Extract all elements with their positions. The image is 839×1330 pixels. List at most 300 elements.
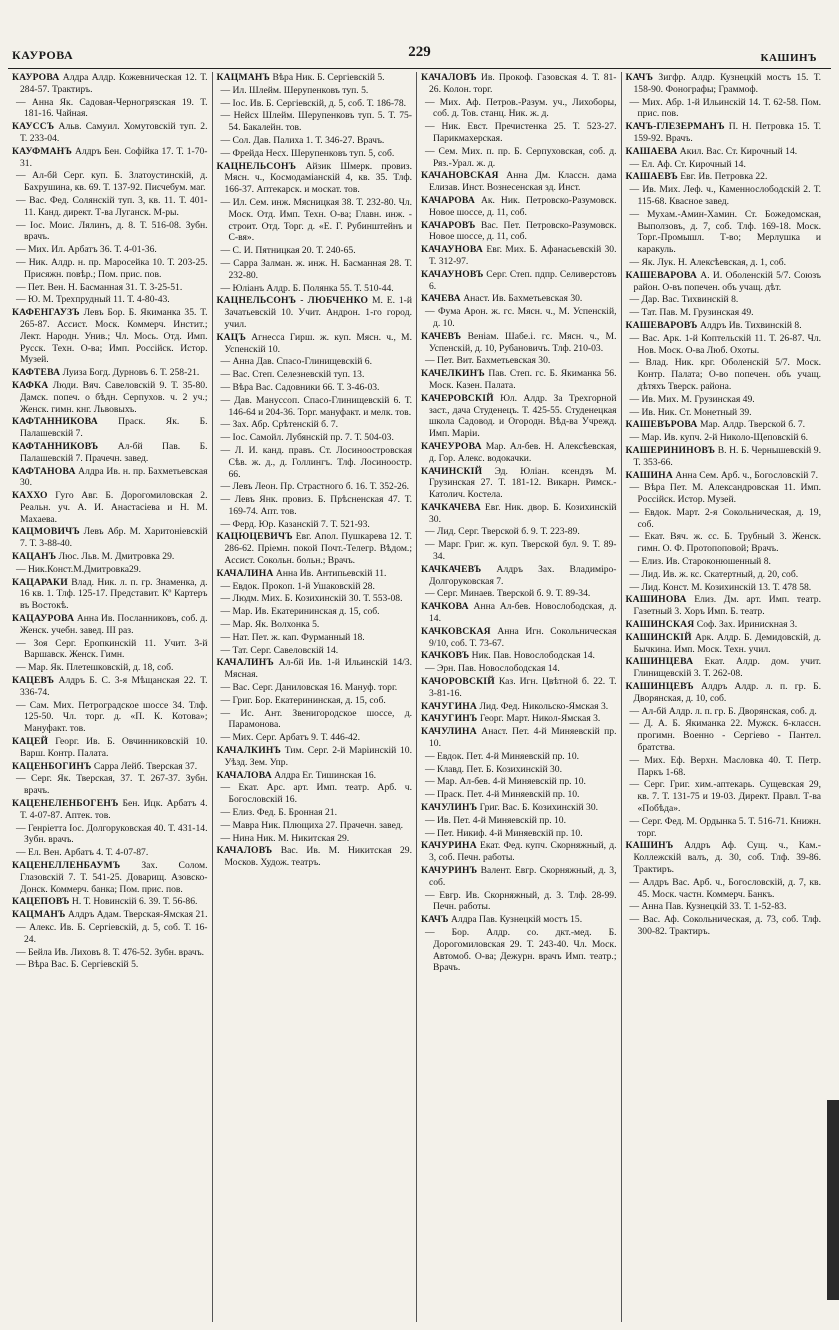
entry-details: — Левъ Леон. Пр. Страстного б. 16. Т. 352-26. [220, 481, 410, 493]
entry-details: — Пет. Никиф. 4-й Миняевскій пр. 10. [425, 827, 583, 839]
entry-surname: КАЦЕПОВЪ [12, 896, 70, 908]
directory-entry [626, 718, 822, 753]
entry-details: — С. И. Пятницкая 20. Т. 240-65. [220, 245, 356, 257]
entry-details: Алдръ Зах. Владиміро-Долгоруковская 7. [429, 563, 617, 587]
entry-details: Ник. Пав. Новослободская 14. [469, 650, 595, 662]
directory-entry [217, 419, 413, 431]
entry-surname: КАЧЪ [421, 914, 449, 926]
directory-entry [421, 588, 617, 600]
entry-details: — Эрн. Пав. Новослободская 14. [425, 663, 560, 675]
directory-entry [12, 577, 208, 612]
directory-entry [217, 258, 413, 282]
entry-details: — Дав. Мануссоп. Спасо-Глинищевскій 6. Т. 146-64 и 204-36. Торг. мануфакт. и мелк. тов. [220, 394, 412, 418]
directory-entry [626, 171, 822, 183]
entry-surname: КАЧАУНОВЪ [421, 268, 484, 280]
entry-details: Анна Сем. Арб. ч., Богословскій 7. [672, 469, 818, 481]
directory-entry [421, 726, 617, 750]
entry-details: Левъ Абр. М. Харитоніевскій 7. Т. 3-88-40. [20, 526, 208, 550]
directory-entry [12, 72, 208, 96]
directory-entry [12, 847, 208, 859]
directory-entry [421, 764, 617, 776]
entry-details: Айзик Шмерк. провиз. Мясн. ч., Космодаміанскій 4, кв. 35. Тлф. 166-37. Аптекарск. и москат. тов. [224, 160, 412, 196]
directory-entry [626, 840, 822, 875]
entry-details: В. Н. Б. Чернышевскій 9. Т. 353-66. [633, 444, 821, 468]
directory-entry [12, 773, 208, 797]
entry-details: — Мавра Ник. Плющиха 27. Прачечн. завед. [220, 819, 404, 831]
entry-surname: КАЦЪ [216, 331, 246, 343]
entry-details: Серг. Степ. пдпр. Селиверстовъ 6. [429, 268, 617, 292]
entry-details: — Анна Дав. Спасо-Глинищевскій 6. [220, 356, 372, 368]
entry-details: — Бейла Ив. Лиховъ 8. Т. 476-52. Зубн. врачъ. [16, 946, 205, 958]
entry-surname: КАФТЕВА [12, 367, 61, 379]
entry-details: — Вас. Степ. Селезневскій туп. 13. [220, 369, 365, 381]
entry-details: Евг. Ник. двор. Б. Козихинскій 30. [429, 501, 617, 525]
entry-details: — Вас. Фед. Солянскій туп. 3, кв. 11. Т. 401-11. Канд. директ. Т-ва Луганск. М-ры. [16, 194, 208, 218]
entry-details: — Л. И. канд. правъ. Ст. Лосиноостровская Сѣв. ж. д., д. Голлингъ. Тлф. Лосиноостр. 66. [220, 444, 412, 480]
entry-surname: КАЧАЛКИНЪ [216, 745, 282, 757]
entry-details: — Серг. Як. Тверская, 37. Т. 267-37. Зубн. врачъ. [16, 773, 208, 797]
directory-entry [12, 220, 208, 244]
directory-entry [12, 195, 208, 219]
entry-details: Ал-бй Пав. Б. Палашевскій 7. Прачечн. завед. [20, 440, 208, 464]
directory-entry [421, 840, 617, 864]
directory-entry [626, 779, 822, 814]
directory-entry [217, 110, 413, 134]
entry-surname: КАЧУРИНА [421, 840, 477, 852]
directory-entry [421, 676, 617, 700]
entry-details: — Ник.Конст.М.Дмитровка29. [16, 563, 141, 575]
entry-details: Н. Т. Новинскій 6. 39. Т. 56-86. [69, 896, 198, 908]
column-3 [417, 72, 622, 1322]
directory-entry [12, 416, 208, 440]
directory-entry [12, 798, 208, 822]
entry-surname: КАШАЕВЪ [625, 171, 678, 183]
directory-entry [626, 706, 822, 718]
directory-entry [421, 97, 617, 121]
entry-surname: КАШИНСКАЯ [625, 619, 695, 631]
entry-details: Каз. Игн. Цвѣтной б. 22. Т. 3-81-16. [429, 676, 617, 699]
directory-entry [217, 782, 413, 806]
directory-entry [12, 909, 208, 921]
entry-details: — Елиз. Ив. Староконюшенный 8. [629, 556, 771, 568]
entry-surname: КАЧЕЛКИНЪ [421, 368, 485, 380]
directory-entry [626, 632, 822, 656]
entry-details: — Вѣра Вас. Садовники 66. Т. 3-46-03. [220, 381, 380, 393]
entry-details: — Лид. Серг. Тверской б. 9. Т. 223-89. [425, 526, 580, 538]
directory-entry [421, 802, 617, 814]
entry-details: Анна Дм. Классн. дама Елизав. Инст. Вознесенская зд. Инст. [429, 170, 617, 194]
entry-surname: КАЦЕНБОГИНЪ [12, 760, 92, 772]
directory-entry [421, 526, 617, 538]
directory-entry [217, 245, 413, 257]
entry-details: — Ил. Шлейм. Шерупенковъ туп. 5. [220, 84, 369, 96]
entry-surname: КАУССЪ [12, 121, 55, 133]
entry-surname: КАЧКОВА [421, 601, 469, 613]
header-right-surname: КАШИНЪ [760, 52, 817, 64]
entry-surname: КАУРОВА [12, 72, 60, 83]
entry-details: — Ю. М. Трехпрудный 11. Т. 4-80-43. [16, 294, 170, 306]
entry-details: — Евдок. Прокоп. 1-й Ушаковскій 28. [220, 580, 375, 592]
directory-entry [421, 865, 617, 889]
directory-entry [217, 445, 413, 480]
entry-surname: КАЧУЛИНА [421, 726, 477, 738]
entry-details: — Ив. Ник. Ст. Монетный 39. [629, 406, 752, 418]
header-left-surname: КАУРОВА [12, 48, 74, 62]
entry-details: — Ник. Алдр. н. пр. Маросейка 10. Т. 203-25. Присяжн. повѣр.; Пом. прис. пов. [16, 256, 208, 280]
page-edge-shadow [827, 1100, 839, 1300]
entry-details: Вѣра Ник. Б. Сергіевскій 5. [270, 72, 385, 83]
entry-details: Бен. Ицк. Арбатъ 4. Т. 4-07-87. Аптек. тов. [20, 798, 208, 821]
entry-details: — Вас. Аф. Сокольническая, д. 73, соб. Тлф. 300-82. Трактиръ. [629, 914, 821, 937]
entry-details: Алдръ Аф. Сущ. ч., Кам.-Коллежскій валъ, д. 30, соб. Тлф. 39-86. Трактиръ. [633, 840, 821, 875]
entry-details: — Ив. Пет. 4-й Миняевскій пр. 10. [425, 814, 567, 826]
entry-details: Соф. Зах. Иринискная 3. [694, 619, 798, 631]
entry-details: — Вѣра Вас. Б. Сергіевскій 5. [16, 959, 139, 971]
directory-entry [626, 755, 822, 779]
directory-entry [421, 789, 617, 801]
directory-entry [12, 146, 208, 170]
entry-details: Ив. Прокоф. Газовская 4. Т. 81-26. Колон. торг. [429, 72, 617, 95]
directory-entry [12, 367, 208, 379]
entry-details: Георг. Ив. Б. Овчинниковскій 10. Варш. Контр. Палата. [20, 736, 208, 759]
entry-surname: КАЧУГИНА [421, 700, 478, 712]
directory-entry [12, 896, 208, 908]
directory-entry [421, 914, 617, 926]
entry-surname: КАЧЪ [625, 72, 654, 83]
entry-details: — Сол. Дав. Палиха 1. Т. 346-27. Врачъ. [220, 134, 385, 146]
entry-details: Евг. Ив. Петровка 22. [677, 171, 768, 183]
entry-details: — Евгр. Ив. Скорняжный, д. 3. Тлф. 28-99. Печн. работы. [425, 889, 617, 913]
entry-surname: КАЧИНСКІЙ [421, 465, 483, 477]
directory-entry [12, 959, 208, 971]
directory-entry [217, 745, 413, 769]
directory-entry [626, 270, 822, 294]
directory-entry [421, 121, 617, 145]
directory-entry [421, 751, 617, 763]
entry-details: — Елиз. Фед. Б. Бронная 21. [220, 807, 337, 819]
entry-surname: КАЦЕЙ [12, 736, 49, 748]
directory-entry [626, 901, 822, 913]
entry-surname: КАШИНЪ [625, 840, 674, 852]
directory-entry [421, 502, 617, 526]
entry-surname: КАФКА [12, 379, 49, 391]
entry-details: Гуго Авг. Б. Дорогомиловская 2. Реальн. уч. А. И. Анастасіева и Н. М. Махаева. [20, 490, 208, 525]
directory-entry [421, 539, 617, 563]
entry-details: — Вас. Арк. 1-й Коптельскій 11. Т. 26-87. Чл. Нов. Моск. О-ва Люб. Охоты. [629, 332, 821, 356]
entry-details: Ак. Ник. Петровско-Разумовск. Новое шоссе, д. 11, соб. [429, 194, 617, 218]
entry-details: Альв. Самуил. Хомутовскій туп. 2. Т. 233-04. [20, 121, 208, 144]
entry-surname: КАЦЮЦЕВИЧЪ [216, 531, 293, 543]
directory-entry [626, 816, 822, 840]
entry-details: — Алекс. Ив. Б. Сергіевскій, д. 5, соб. Т. 16-24. [16, 921, 208, 945]
directory-entry [421, 331, 617, 355]
entry-details: — Анна Як. Садовая-Черногрязская 19. Т. 181-16. Чайная. [16, 96, 208, 120]
entry-details: — Анна Пав. Кузнецкій 33. Т. 1-52-83. [629, 901, 787, 913]
entry-details: Сарра Лейб. Тверская 37. [91, 760, 198, 772]
directory-entry [421, 828, 617, 840]
directory-entry [217, 632, 413, 644]
directory-entry [421, 466, 617, 501]
directory-entry [217, 820, 413, 832]
entry-surname: КАЦМАНЪ [216, 72, 271, 83]
entry-surname: КАФТАННИКОВА [12, 416, 98, 428]
entry-surname: КАЧАНОВСКАЯ [421, 170, 499, 182]
directory-entry [626, 357, 822, 392]
directory-entry [12, 244, 208, 256]
entry-details: — Нейсх Шлейм. Шерупенковъ туп. 5. Т. 75-54. Бакалейн. тов. [220, 110, 412, 134]
directory-entry [217, 494, 413, 518]
directory-entry [12, 97, 208, 121]
directory-entry [12, 823, 208, 847]
entry-details: Вас. Ив. М. Никитская 29. Москов. Худож. театръ. [224, 845, 412, 869]
entry-surname: КАЧАЛИНЪ [216, 657, 274, 669]
entry-details: Лид. Фед. Никольско-Ямская 3. [477, 700, 609, 712]
entry-details: Арк. Алдр. Б. Демидовскій, д. Бычкина. Имп. Моск. Техн. учил. [633, 631, 821, 655]
entry-details: Ал-бй Ив. 1-й Ильинскій 14/3. Мясная. [224, 657, 412, 681]
directory-entry [217, 708, 413, 732]
directory-entry [421, 220, 617, 244]
directory-entry [12, 121, 208, 145]
page-number: 229 [408, 44, 431, 60]
entry-details: — Ис. Ант. Звенигородское шоссе, д. Парамонова. [220, 707, 412, 731]
directory-entry [626, 432, 822, 444]
directory-entry [421, 713, 617, 725]
entry-details: — Вас. Серг. Даниловская 16. Мануф. торг. [220, 682, 398, 694]
entry-details: Левъ Бор. Б. Якиманка 35. Т. 265-87. Ассист. Моск. Коммерч. Инстит.; Лект. Народн. Унив.; Чл. Мось. Отд. Имп. Русск. Техн. О-ва; Имп. Россійск. Истор. Музей. [20, 307, 208, 366]
entry-details: Юл. Алдр. За Трехгорной заст., дача Студенецъ. Т. 425-55. Студенецкая школа Садовод. и Огородн. Вѣд-ва Учрежд. Имп. Маріи. [429, 392, 617, 440]
entry-details: — Мих. Абр. 1-й Ильинскій 14. Т. 62-58. Пом. прис. пов. [629, 96, 821, 120]
directory-entry [626, 184, 822, 208]
entry-surname: КАЧКОВЪ [421, 650, 470, 662]
directory-entry [217, 481, 413, 493]
directory-entry [217, 295, 413, 330]
directory-entry [12, 662, 208, 674]
directory-entry [626, 146, 822, 158]
entry-details: — Пет. Вит. Бахметьевская 30. [425, 355, 551, 367]
directory-entry [217, 356, 413, 368]
directory-entry [626, 97, 822, 121]
entry-details: — Ал-бй Алдр. л. п. гр. Б. Дворянская, соб. д. [629, 705, 817, 717]
entry-surname: КАШИНЦЕВЪ [625, 681, 694, 693]
directory-entry [217, 135, 413, 147]
entry-surname: КАЦМАНЪ [12, 909, 66, 921]
directory-entry [421, 355, 617, 367]
entry-details: — Сарра Залман. ж. инж. Н. Басманная 28. Т. 232-80. [220, 257, 412, 281]
entry-surname: КАЧЕВА [421, 293, 461, 305]
directory-entry [217, 519, 413, 531]
entry-surname: КАЧКАЧЕВА [421, 501, 481, 513]
directory-entry [626, 507, 822, 531]
entry-details: — Ел. Аф. Ст. Кирочный 14. [629, 158, 746, 170]
entry-details: Агнесса Гирш. ж. куп. Мясн. ч., М. Успенскій 10. [224, 331, 412, 355]
entry-details: — Бор. Алдр. со. дкт.-мед. Б. Дорогомиловская 29. Т. 243-40. Чл. Моск. Автомоб. О-ва; Дежурн. врачъ Имп. театр.; Врачъ. [425, 926, 617, 974]
entry-surname: КАХХО [12, 490, 48, 502]
entry-details: Алдръ Б. С. 3-я Мѣщанская 22. Т. 336-74. [20, 675, 208, 698]
entry-details: Екат. Алдр. дом. учит. Глинищевскій 3. Т. 262-08. [633, 656, 821, 680]
directory-entry [12, 564, 208, 576]
directory-entry [626, 307, 822, 319]
column-2 [213, 72, 418, 1322]
directory-entry [421, 170, 617, 194]
entry-details: Акил. Вас. Ст. Кирочный 14. [677, 145, 798, 157]
entry-details: — Іос. Моис. Лялинъ, д. 8. Т. 516-08. Зубн. врачъ. [16, 219, 208, 243]
directory-entry [626, 394, 822, 406]
directory-entry [12, 307, 208, 366]
entry-surname: КАШИНСКІЙ [625, 631, 692, 643]
entry-details: Зигфр. Алдр. Кузнецкій мостъ 15. Т. 158-90. Фонографы; Граммоф. [633, 72, 821, 95]
directory-entry [217, 72, 413, 84]
directory-entry [626, 531, 822, 555]
directory-entry [12, 761, 208, 773]
directory-entry [421, 195, 617, 219]
directory-entry [421, 564, 617, 588]
directory-entry [217, 845, 413, 869]
entry-details: — Юліанъ Алдр. Б. Полянка 55. Т. 510-44. [220, 282, 394, 294]
page-header [8, 44, 831, 66]
entry-details: — Іос. Ив. Б. Сергіевскій, д. 5, соб. Т. 186-78. [220, 97, 407, 109]
entry-details: — Праск. Пет. 4-й Миняевскій пр. 10. [425, 789, 580, 801]
entry-details: Алдръ Бен. Софійка 17. Т. 1-70-31. [20, 145, 208, 169]
directory-entry [626, 877, 822, 901]
entry-details: Анна Ив. Посланниковъ, соб. д. Женск. учебн. завед. III раз. [20, 613, 208, 636]
directory-entry [421, 927, 617, 974]
entry-surname: КАЦЕНЕЛЕНБОГЕНЪ [12, 798, 119, 810]
entry-surname: КАЦНЕЛЬСОНЪ [216, 160, 297, 172]
directory-entry [421, 626, 617, 650]
entry-details: Валент. Евгр. Скорняжный, д. 3, соб. [429, 865, 617, 888]
entry-details: — Ел. Вен. Арбатъ 4. Т. 4-07-87. [16, 847, 149, 859]
entry-surname: КАЧАРОВЪ [421, 219, 476, 231]
entry-details: — Ник. Евст. Пречистенка 25. Т. 523-27. Парикмахерская. [425, 121, 617, 144]
directory-entry [12, 860, 208, 895]
entry-details: Алдръ Алдр. л. п. гр. Б. Дворянская, д. 10, соб. [633, 681, 821, 704]
directory-entry [217, 619, 413, 631]
entry-details: — Мих. Ил. Арбатъ 36. Т. 4-01-36. [16, 244, 157, 256]
entry-details: П. Н. Петровка 15. Т. 159-92. Врачъ. [633, 121, 821, 144]
entry-details: Луиза Богд. Дурновъ 6. Т. 258-21. [60, 367, 200, 379]
entry-details: — Як. Лук. Н. Алексѣевская, д. 1, соб. [629, 256, 787, 268]
entry-surname: КАЧЪ-ГЛЕЗЕРМАНЪ [625, 121, 725, 133]
entry-surname: КАШЕВАРОВА [625, 269, 698, 281]
directory-entry [626, 407, 822, 419]
entry-details: Евг. Мих. Б. Афанасьевскій 30. Т. 312-97. [429, 244, 617, 267]
entry-details: — Мар. Ив. купч. 2-й Николо-Щеповскій 6. [629, 432, 809, 444]
directory-entry [217, 531, 413, 566]
directory-entry [421, 269, 617, 293]
directory-entry [626, 914, 822, 938]
entry-surname: КАЧАУНОВА [421, 244, 484, 256]
entry-details: — Сам. Мих. Петроградское шоссе 34. Тлф. 125-50. Чл. торг. д. «П. К. Котова»; Мануфакт. тов. [16, 699, 208, 735]
directory-entry [421, 650, 617, 662]
directory-entry [626, 569, 822, 581]
entry-details: Екат. Фед. купч. Скорняжный, д. 3, соб. Печн. работы. [429, 840, 617, 864]
directory-entry [217, 645, 413, 657]
entry-details: — Левъ Янк. провиз. Б. Прѣсненская 47. Т. 169-74. Апт. тов. [220, 494, 412, 517]
entry-surname: КАЧКОВСКАЯ [421, 625, 491, 637]
directory-entry [217, 593, 413, 605]
directory-entry [217, 85, 413, 97]
entry-details: Алдръ Адам. Тверская-Ямская 21. [65, 909, 208, 921]
entry-details: — Ив. Мих. М. Грузинская 49. [629, 393, 755, 405]
entry-details: — Евдок. Март. 2-я Сокольническая, д. 19, соб. [629, 506, 821, 530]
directory-entry [421, 146, 617, 170]
directory-entry [626, 681, 822, 705]
entry-details: А. И. Оболенскій 5/7. Союзъ район. О-въ попечен. объ учащ. дѣт. [633, 269, 821, 293]
entry-surname: КАШИНОВА [625, 594, 687, 606]
directory-entry [12, 675, 208, 699]
directory-entry [217, 395, 413, 419]
entry-details: — Серг. Григ. хим.-аптекарь. Сущевская 29, кв. 7. Т. 131-75 и 19-03. Директ. Правл. Т-ва «Побѣда». [629, 779, 821, 815]
directory-entry [421, 72, 617, 96]
entry-details: — Пет. Вен. Н. Басманная 31. Т. 3-25-51. [16, 281, 183, 293]
entry-details: Алдръ Ив. Тихвинскій 8. [697, 319, 802, 331]
directory-entry [12, 490, 208, 525]
entry-details: — Лид. Ив. ж. кс. Скатертный, д. 20, соб. [629, 568, 799, 580]
directory-entry [217, 657, 413, 681]
entry-details: — Серг. Фед. М. Ордынка 5. Т. 516-71. Книжн. торг. [629, 815, 821, 839]
directory-entry [421, 890, 617, 914]
directory-entry [626, 556, 822, 568]
directory-entry [626, 419, 822, 431]
directory-entry [626, 482, 822, 506]
entry-surname: КАЦАРАКИ [12, 576, 68, 588]
entry-details: Алдра Ег. Тишинская 16. [271, 769, 377, 781]
directory-entry [217, 568, 413, 580]
entry-details: Анаст. Ив. Бахметьевская 30. [460, 293, 583, 305]
entry-details: — Нат. Пет. ж. кап. Фурманный 18. [220, 631, 365, 643]
directory-entry [217, 197, 413, 244]
entry-details: — Мих. Еф. Верхн. Масловка 40. Т. Петр. Паркъ 1-68. [629, 754, 821, 778]
entry-surname: КАЦАУРОВА [12, 613, 75, 625]
entry-details: — Влад. Ник. крг. Оболенскій 5/7. Моск. Контр. Палата; О-во попечен. объ учащ. дѣтяхъ Тверск. района. [629, 357, 821, 392]
directory-entry [217, 283, 413, 295]
entry-surname: КАШИНЦЕВА [625, 656, 694, 668]
entry-details: Евг. Апол. Пушкарева 12. Т. 286-62. Пріемн. покой Почт.-Телегр. Вѣдом.; Ассист. Сокольн. больн.; Врачъ. [224, 531, 412, 567]
entry-details: — Григ. Бор. Екатерининская, д. 15, соб. [220, 694, 386, 706]
entry-surname: КАФЕНГАУЗЪ [12, 307, 80, 319]
directory-entry [421, 293, 617, 305]
entry-details: — Генріетта Іос. Долгоруковская 40. Т. 431-14. Зубн. врачъ. [16, 822, 208, 846]
entry-details: Зах. Солом. Глазовскій 7. Т. 541-25. Доварищ. Азовско-Донск. Коммерч. банка; Пом. прис. пов. [20, 860, 208, 895]
entry-details: — Клавд. Пет. Б. Козихинскій 30. [425, 763, 562, 775]
directory-entry [421, 663, 617, 675]
directory-entry [217, 732, 413, 744]
entry-details: Георг. Март. Никол-Ямская 3. [477, 713, 601, 725]
directory-entry [217, 606, 413, 618]
entry-details: Вас. Пет. Петровско-Разумовск. Новое шоссе, д. 11, соб. [429, 219, 617, 243]
entry-details: — Дар. Вас. Тихвинскій 8. [629, 294, 739, 306]
entry-surname: КАШЕРИНИНОВЪ [625, 444, 716, 456]
column-1 [8, 72, 213, 1322]
entry-details: Эд. Юліан. ксендзъ М. Грузинская 27. Т. 181-12. Викарн. Римск.-Католич. Костела. [429, 465, 617, 501]
entry-surname: КАЦАНЪ [12, 551, 57, 563]
entry-details: — Сем. Мих. п. пр. Б. Серпуховская, соб. д. Ряз.-Урал. ж. д. [425, 145, 617, 169]
entry-details: Люди. Вяч. Савеловскій 9. Т. 35-80. Дамск. попеч. о бѣдн. Серпухов. ч. 2 уч.; Женск. гимн. кнг. Львовыхъ. [20, 379, 208, 415]
entry-details: Влад. Ник. л. п. гр. Знаменка, д. 16 кв. 1. Тлф. 125-17. Представит. Кº Картеръ въ Востокѣ. [20, 576, 208, 612]
entry-details: — Фума Арон. ж. гс. Мясн. ч., М. Успенскій, д. 10. [425, 306, 617, 329]
entry-details: — Мар. Як. Волхонка 5. [220, 619, 320, 631]
entry-details: — Алдръ Вас. Арб. ч., Богословскій, д. 7, кв. 45. Моск. частн. Коммерч. Банкъ. [629, 876, 821, 900]
entry-surname: КАЦЕНЕЛЛЕНБАУМЪ [12, 860, 121, 871]
directory-entry [12, 638, 208, 662]
entry-details: — Мар. Ив. Екатерининская д. 15, соб. [220, 606, 380, 618]
entry-details: — Тат. Серг. Савеловскій 14. [220, 644, 339, 656]
directory-entry [12, 922, 208, 946]
entry-details: — Мих. Серг. Арбатъ 9. Т. 446-42. [220, 732, 361, 744]
directory-entry [217, 807, 413, 819]
directory-entry [626, 656, 822, 680]
directory-entry [626, 257, 822, 269]
